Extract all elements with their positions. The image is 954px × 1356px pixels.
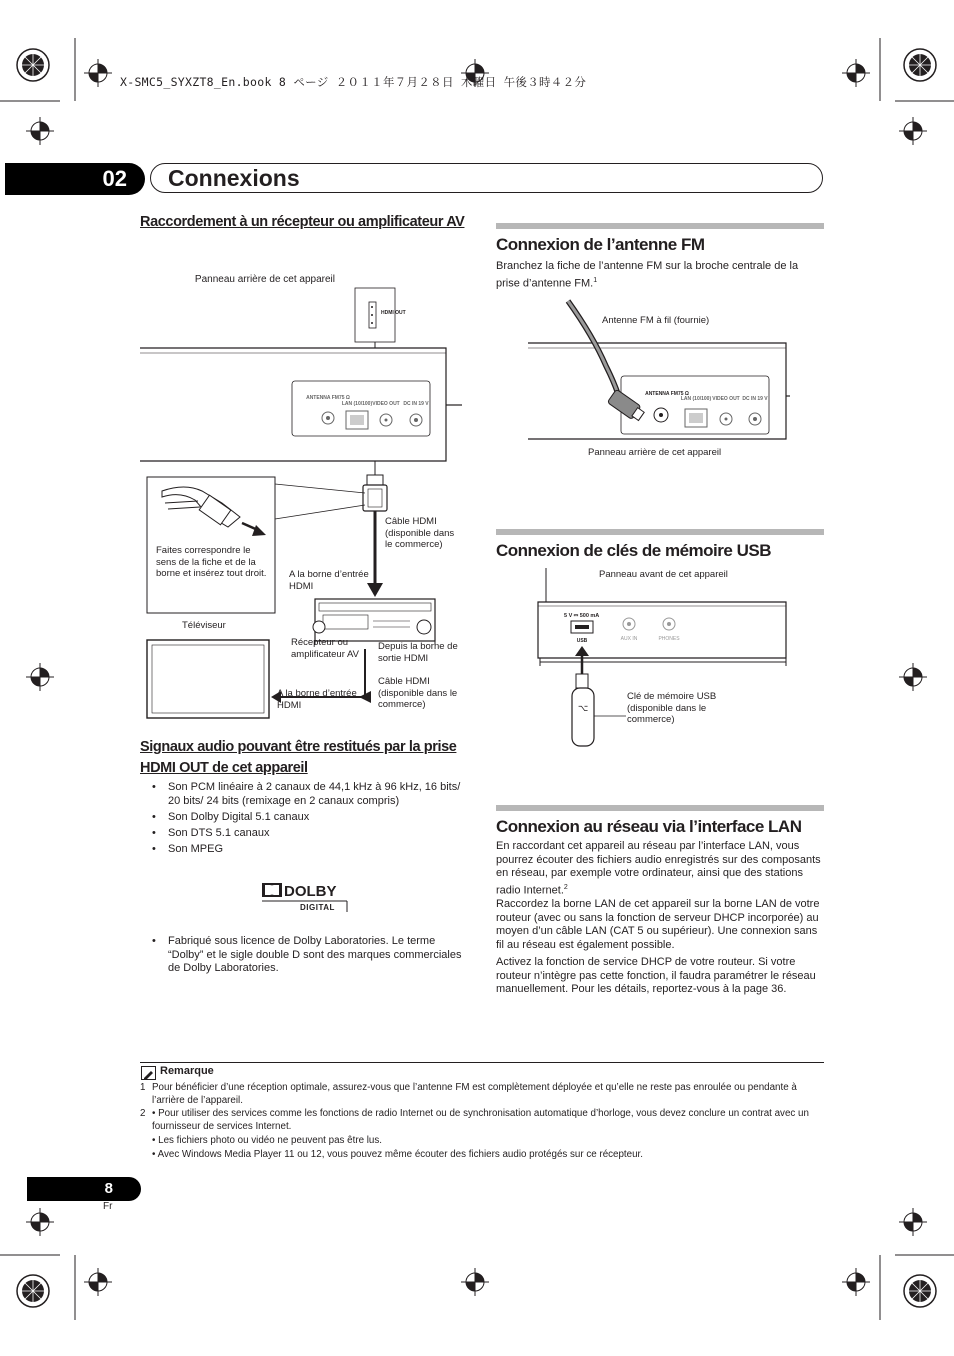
fm-lan-label: LAN (10/100) xyxy=(680,396,712,402)
section-bar-usb xyxy=(496,529,824,535)
rear-dc-in-label: DC IN 19 V xyxy=(403,401,429,407)
heading-hdmi-audio-signals: Signaux audio pouvant être restitués par la prise HDMI OUT de cet appareil xyxy=(140,739,457,776)
note-1-text: Pour bénéficier d’une réception optimale, assurez-vous que l’antenne FM est complètement déployée et qu’elle ne reste pas enroulée ou pendante à l’arrière de l’appareil. xyxy=(152,1082,797,1106)
fm-wire-antenna-label: Antenne FM à fil (fournie) xyxy=(602,315,710,326)
fm-instructions: Branchez la fiche de l’antenne FM sur la broche centrale de la prise d’antenne FM.$^1$ xyxy=(496,260,799,290)
heading-fm-antenna: Connexion de l’antenne FM xyxy=(496,235,705,254)
rear-video-out-label: VIDEO OUT xyxy=(372,401,400,407)
note-2-item: • Avec Windows Media Player 11 ou 12, vous pouvez même écouter des fichiers audio protégés sur ce récepteur. xyxy=(152,1149,643,1160)
usb-port-spec: 5 V ⎓ 500 mA xyxy=(564,613,600,619)
license-note xyxy=(141,935,471,978)
hdmi-cable-label-1: Câble HDMI (disponible dans le commerce) xyxy=(385,516,455,550)
rear-lan-label: LAN (10/100) xyxy=(341,401,373,407)
list-item: • Fabriqué sous licence de Dolby Laboratories. Le terme “Dolby” et le sigle double D sont des marques commerciales de Dolby Laboratories. xyxy=(141,935,471,976)
section-bar-fm xyxy=(496,223,824,229)
page-number: 8 xyxy=(27,1177,141,1201)
from-hdmi-output-label: Depuis la borne de sortie HDMI xyxy=(378,641,458,664)
tv-label: Téléviseur xyxy=(182,620,226,631)
aux-in-label: AUX IN xyxy=(620,636,638,642)
note-2-item: • Les fichiers photo ou vidéo ne peuvent pas être lus. xyxy=(152,1135,382,1146)
note-2-number: 2 xyxy=(140,1108,146,1119)
list-item: • Son DTS 5.1 canaux xyxy=(141,827,471,841)
audio-signal-list xyxy=(141,781,471,859)
heading-av-receiver: Raccordement à un récepteur ou amplificateur AV xyxy=(140,214,465,230)
hdmi-out-label: HDMI OUT xyxy=(381,310,406,316)
notes-title: Remarque xyxy=(160,1065,214,1077)
rear-panel-label: Panneau arrière de cet appareil xyxy=(194,274,335,285)
svg-text:DIGITAL: DIGITAL xyxy=(300,903,335,912)
footnote-ref-2: 2 xyxy=(563,883,568,891)
usb-front-panel-label: Panneau avant de cet appareil xyxy=(599,569,728,580)
language-code: Fr xyxy=(103,1201,113,1212)
notes-divider xyxy=(140,1062,824,1063)
list-item: • Son PCM linéaire à 2 canaux de 44,1 kHz à 96 kHz, 16 bits/ 20 bits/ 24 bits (remixage en 2 canaux compris) xyxy=(141,781,471,808)
receiver-label: Récepteur ou amplificateur AV xyxy=(291,637,359,660)
rear-antenna-label: ANTENNA FM75 Ω xyxy=(306,395,350,401)
lan-paragraph-2: Raccordez la borne LAN de cet appareil sur la borne LAN de votre routeur (avec ou sans la fonction de serveur DHCP incorporée) au moyen d’un câble LAN (CAT 5 ou supérieur). Une connexion sans fil au réseau est également possible. xyxy=(496,898,820,951)
lan-paragraph-1: En raccordant cet appareil au réseau par l’interface LAN, vous pourrez écouter des fichiers audio enregistrés sur des composants en réseau, par exemple votre ordinateur, ainsi que des stations radio Internet.$^2$ xyxy=(496,840,821,897)
chapter-title: Connexions xyxy=(168,165,300,191)
heading-usb: Connexion de clés de mémoire USB xyxy=(496,541,771,560)
usb-port-label: USB xyxy=(576,638,588,644)
note-1-number: 1 xyxy=(140,1082,146,1093)
fm-antenna-port-label: ANTENNA FM75 Ω xyxy=(645,391,689,397)
heading-lan: Connexion au réseau via l’interface LAN xyxy=(496,817,802,836)
list-item: • Son MPEG xyxy=(141,843,471,857)
usb-symbol-icon: ⌥ xyxy=(577,703,589,713)
lan-paragraph-3: Activez la fonction de service DHCP de votre routeur. Si votre routeur n’intègre pas cette fonction, il faudra paramétrer le réseau manuellement. Pour les détails, reportez-vous à la page 36. xyxy=(496,956,816,995)
fm-dc-in-label: DC IN 19 V xyxy=(742,396,768,402)
list-item: • Son Dolby Digital 5.1 canaux xyxy=(141,811,471,825)
usb-key-label: Clé de mémoire USB (disponible dans le commerce) xyxy=(627,691,717,725)
phones-label: PHONES xyxy=(658,636,680,642)
insert-straight-note: Faites correspondre le sens de la fiche et de la borne et insérez tout droit. xyxy=(156,545,267,579)
note-pencil-icon xyxy=(141,1066,156,1080)
fm-video-out-label: VIDEO OUT xyxy=(712,396,740,402)
svg-text:DOLBY: DOLBY xyxy=(284,883,337,900)
section-bar-lan xyxy=(496,805,824,811)
hdmi-cable-label-2: Câble HDMI (disponible dans le commerce) xyxy=(378,676,458,710)
footnote-ref-1: 1 xyxy=(593,276,598,284)
print-header: X-SMC5_SYXZT8_En.book 8 ページ ２０１１年７月２８日 木曜日 午後３時４２分 xyxy=(120,75,587,89)
chapter-number: 02 xyxy=(5,163,145,195)
to-hdmi-input-label-2: A la borne d’entrée HDMI xyxy=(277,688,357,711)
dolby-digital-logo xyxy=(262,880,350,912)
to-hdmi-input-label-1: A la borne d’entrée HDMI xyxy=(289,569,369,592)
fm-rear-panel-label: Panneau arrière de cet appareil xyxy=(588,447,722,458)
note-2-item: • Pour utiliser des services comme les fonctions de radio Internet ou de synchronisation automatique d’horloge, vous devez conclure un contrat avec un fournisseur de services Internet. xyxy=(152,1108,809,1132)
